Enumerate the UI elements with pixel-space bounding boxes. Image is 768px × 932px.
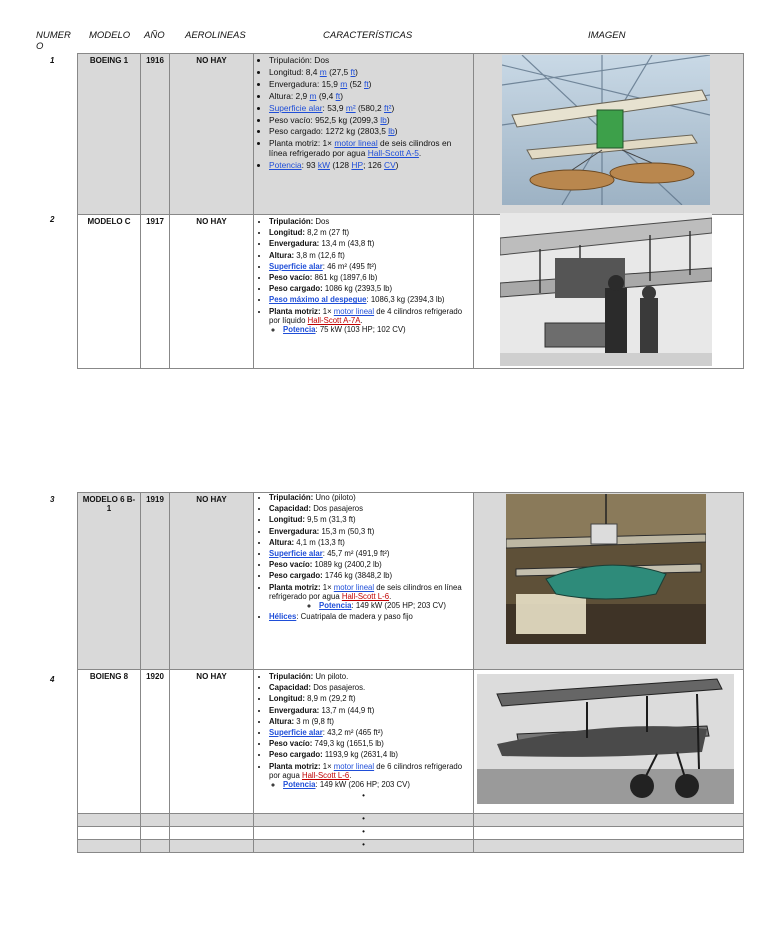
unit-link[interactable]: m bbox=[309, 90, 317, 101]
header-anio: AÑO bbox=[144, 30, 165, 41]
header-caracteristicas: CARACTERÍSTICAS bbox=[323, 30, 413, 41]
list-item: • Planta motriz: 1× motor lineal de seis cilindros en línea refrigerado por agua Hall-Scott L-6. ◦ Potencia: 149 kW (205 HP; 203 CV) bbox=[269, 583, 470, 611]
empty-cell bbox=[141, 814, 170, 827]
list-item: • Envergadura: 15,3 m (50,3 ft) bbox=[269, 527, 470, 536]
list-item: • Envergadura: 13,7 m (44,9 ft) bbox=[269, 706, 470, 715]
specs-list bbox=[257, 217, 470, 334]
airlines-cell: NO HAY bbox=[170, 54, 254, 215]
empty-cell bbox=[78, 827, 141, 840]
term-link[interactable]: Potencia bbox=[283, 779, 316, 789]
bullet: • bbox=[254, 840, 474, 853]
list-item: • Longitud: 8,9 m (29,2 ft) bbox=[269, 694, 470, 703]
table-row bbox=[78, 840, 744, 853]
term-link[interactable]: Potencia bbox=[283, 324, 316, 334]
list-item: • Peso máximo al despegue: 1086,3 kg (2394,3 lb) bbox=[269, 295, 470, 304]
list-item: • Peso cargado: 1272 kg (2803,5 lb) bbox=[269, 127, 470, 137]
sub-list bbox=[269, 325, 470, 334]
bullet: • bbox=[254, 827, 474, 840]
empty-cell bbox=[474, 814, 744, 827]
empty-cell bbox=[141, 840, 170, 853]
model-cell: MODELO C bbox=[78, 215, 141, 369]
empty-cell bbox=[170, 840, 254, 853]
term-link[interactable]: Superficie alar bbox=[269, 727, 323, 737]
unit-link[interactable]: lb bbox=[380, 114, 387, 125]
term-link[interactable]: Superficie alar bbox=[269, 548, 323, 558]
list-item: • Peso cargado: 1746 kg (3848,2 lb) bbox=[269, 571, 470, 580]
list-item: ◦ Potencia: 75 kW (103 HP; 102 CV) bbox=[283, 325, 470, 334]
table-row bbox=[78, 814, 744, 827]
list-item: • Superficie alar: 45,7 m² (491,9 ft²) bbox=[269, 549, 470, 558]
list-item: • Potencia: 93 kW (128 HP; 126 CV) bbox=[269, 161, 470, 171]
list-item: • Peso vacío: 952,5 kg (2099,3 lb) bbox=[269, 116, 470, 126]
year-cell: 1917 bbox=[141, 215, 170, 369]
row-number-4: 4 bbox=[50, 675, 55, 684]
list-item: • Altura: 2,9 m (9,4 ft) bbox=[269, 92, 470, 102]
list-item: • Peso vacío: 749,3 kg (1651,5 lb) bbox=[269, 739, 470, 748]
empty-cell bbox=[78, 840, 141, 853]
list-item: • Tripulación: Un piloto. bbox=[269, 672, 470, 681]
list-item: • Envergadura: 15,9 m (52 ft) bbox=[269, 80, 470, 90]
unit-link[interactable]: m² bbox=[345, 102, 356, 113]
term-link[interactable]: motor lineal bbox=[333, 582, 375, 592]
airlines-cell: NO HAY bbox=[170, 493, 254, 670]
specs-list bbox=[257, 672, 470, 789]
list-item: • Tripulación: Dos bbox=[269, 217, 470, 226]
list-item: • Longitud: 8,4 m (27,5 ft) bbox=[269, 68, 470, 78]
list-item: ◦ Potencia: 149 kW (206 HP; 203 CV) bbox=[283, 780, 470, 789]
specs-cell bbox=[254, 670, 474, 814]
unit-link[interactable]: ft² bbox=[384, 102, 392, 113]
list-item: • Envergadura: 13,4 m (43,8 ft) bbox=[269, 239, 470, 248]
table-row bbox=[78, 827, 744, 840]
sub-list bbox=[269, 601, 470, 610]
model-cell: MODELO 6 B-1 bbox=[78, 493, 141, 670]
term-link[interactable]: Potencia bbox=[269, 160, 302, 171]
list-item: • Planta motriz: 1× motor lineal de 4 cilindros refrigerado por líquido Hall-Scott A-7A. ◦ Potencia: 75 kW (103 HP; 102 CV) bbox=[269, 307, 470, 335]
empty-cell bbox=[141, 827, 170, 840]
unit-link[interactable]: m bbox=[319, 66, 327, 77]
list-item: • Peso cargado: 1086 kg (2393,5 lb) bbox=[269, 284, 470, 293]
engine-link[interactable]: Hall-Scott L-6 bbox=[341, 591, 390, 601]
photo-boeing-1 bbox=[502, 55, 710, 205]
list-item: • Capacidad: Dos pasajeros. bbox=[269, 683, 470, 692]
list-item: • Altura: 4,1 m (13,3 ft) bbox=[269, 538, 470, 547]
year-cell: 1919 bbox=[141, 493, 170, 670]
term-link[interactable]: motor lineal bbox=[333, 306, 375, 316]
year-cell: 1916 bbox=[141, 54, 170, 215]
term-link[interactable]: Superficie alar bbox=[269, 102, 323, 113]
model-cell: BOEING 1 bbox=[78, 54, 141, 215]
list-item: • Tripulación: Uno (piloto) bbox=[269, 493, 470, 502]
header-modelo: MODELO bbox=[89, 30, 131, 41]
term-link[interactable]: Potencia bbox=[319, 600, 352, 610]
list-item: • Superficie alar: 53,9 m² (580,2 ft²) bbox=[269, 104, 470, 114]
specs-list bbox=[257, 56, 470, 171]
list-item: • Peso vacío: 861 kg (1897,6 lb) bbox=[269, 273, 470, 282]
list-item: • Longitud: 9,5 m (31,3 ft) bbox=[269, 515, 470, 524]
row-number-3: 3 bbox=[50, 495, 55, 504]
list-item: • Tripulación: Dos bbox=[269, 56, 470, 66]
unit-link[interactable]: m bbox=[340, 78, 348, 89]
list-item: • Altura: 3,8 m (12,6 ft) bbox=[269, 251, 470, 260]
unit-link[interactable]: HP bbox=[351, 160, 364, 171]
header-numero: NUMER O bbox=[36, 30, 71, 52]
year-cell: 1920 bbox=[141, 670, 170, 814]
empty-cell bbox=[474, 840, 744, 853]
unit-link[interactable]: ft bbox=[335, 90, 341, 101]
unit-link[interactable]: ft bbox=[364, 78, 369, 89]
list-item: • Peso vacío: 1089 kg (2400,2 lb) bbox=[269, 560, 470, 569]
specs-cell bbox=[254, 215, 474, 369]
sub-list bbox=[269, 780, 470, 789]
unit-link[interactable]: kW bbox=[317, 160, 330, 171]
list-item: • Hélices: Cuatripala de madera y paso fijo bbox=[269, 612, 470, 621]
bullet: • bbox=[362, 791, 365, 801]
term-link[interactable]: Peso máximo al despegue bbox=[269, 295, 367, 305]
engine-link[interactable]: Hall-Scott L-6 bbox=[301, 770, 350, 780]
engine-link[interactable]: Hall-Scott A-7A bbox=[307, 315, 361, 325]
airlines-cell: NO HAY bbox=[170, 215, 254, 369]
photo-modelo-c bbox=[500, 213, 712, 366]
list-item: • Peso cargado: 1193,9 kg (2631,4 lb) bbox=[269, 750, 470, 759]
empty-cell bbox=[474, 827, 744, 840]
bullet: • bbox=[254, 814, 474, 827]
engine-link[interactable]: Hall-Scott A-5 bbox=[367, 148, 419, 159]
term-link[interactable]: motor lineal bbox=[334, 138, 378, 149]
specs-list bbox=[257, 493, 470, 621]
row-number-2: 2 bbox=[50, 215, 55, 224]
term-link[interactable]: motor lineal bbox=[333, 761, 375, 771]
specs-cell bbox=[254, 493, 474, 670]
term-link[interactable]: Hélices bbox=[269, 612, 297, 622]
row-number-1: 1 bbox=[50, 56, 55, 65]
photo-modelo-6-b1 bbox=[506, 494, 706, 644]
empty-cell bbox=[170, 827, 254, 840]
unit-link[interactable]: ft bbox=[350, 66, 356, 77]
list-item: • Superficie alar: 46 m² (495 ft²) bbox=[269, 262, 470, 271]
list-item: • Planta motriz: 1× motor lineal de 6 cilindros refrigerado por agua Hall-Scott L-6. ◦ Potencia: 149 kW (206 HP; 203 CV) bbox=[269, 762, 470, 790]
header-imagen: IMAGEN bbox=[588, 30, 626, 41]
list-item: • Altura: 3 m (9,8 ft) bbox=[269, 717, 470, 726]
list-item: ◦ Potencia: 149 kW (205 HP; 203 CV) bbox=[319, 601, 470, 610]
term-link[interactable]: Superficie alar bbox=[269, 261, 323, 271]
list-item: • Superficie alar: 43,2 m² (465 ft²) bbox=[269, 728, 470, 737]
unit-link[interactable]: lb bbox=[388, 126, 395, 137]
empty-cell bbox=[170, 814, 254, 827]
unit-link[interactable]: CV bbox=[384, 160, 396, 171]
specs-cell bbox=[254, 54, 474, 215]
header-aerolineas: AEROLINEAS bbox=[185, 30, 246, 41]
photo-boeing-8 bbox=[477, 674, 734, 804]
empty-cell bbox=[78, 814, 141, 827]
airlines-cell: NO HAY bbox=[170, 670, 254, 814]
list-item: • Longitud: 8,2 m (27 ft) bbox=[269, 228, 470, 237]
list-item: • Capacidad: Dos pasajeros bbox=[269, 504, 470, 513]
list-item: • Planta motriz: 1× motor lineal de seis cilindros en línea refrigerado por agua Hall-Scott A-5. bbox=[269, 139, 470, 159]
model-cell: BOIENG 8 bbox=[78, 670, 141, 814]
